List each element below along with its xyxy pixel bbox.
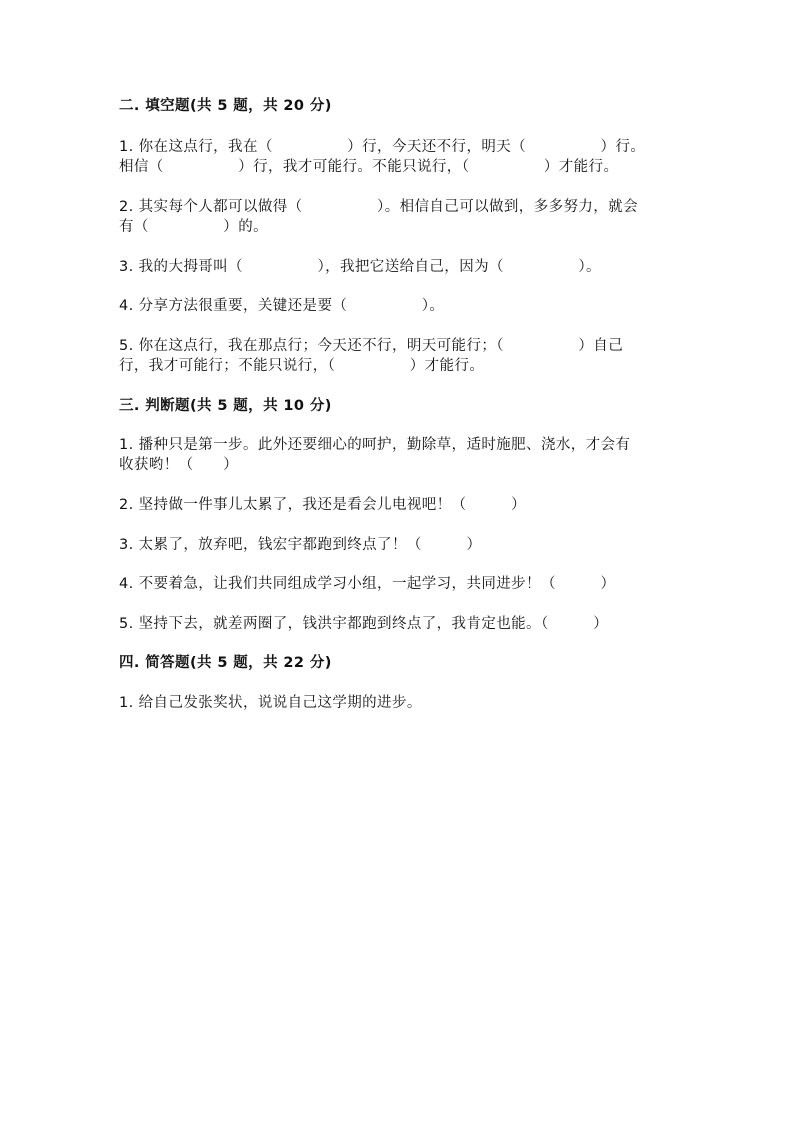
short-answer-question-1: 1. 给自己发张奖状，说说自己这学期的进步。 <box>119 695 422 711</box>
fill-in-question-1-line-1: 1. 你在这点行，我在（ ）行，今天还不行，明天（ ）行。 <box>119 139 646 155</box>
true-false-question-1-line-2: 收获哟！（ ） <box>119 457 239 473</box>
fill-in-question-5-line-1: 5. 你在这点行，我在那点行；今天还不行，明天可能行；（ ）自己 <box>119 338 624 354</box>
true-false-question-4: 4. 不要着急，让我们共同组成学习小组，一起学习，共同进步！（ ） <box>119 576 616 592</box>
section-heading-fill-in: 二. 填空题(共 5 题，共 20 分) <box>119 98 332 114</box>
fill-in-question-2-line-2: 有（ ）的。 <box>119 219 268 235</box>
true-false-question-1-line-1: 1. 播种只是第一步。此外还要细心的呵护，勤除草，适时施肥、浇水，才会有 <box>119 437 631 453</box>
fill-in-question-2-line-1: 2. 其实每个人都可以做得（ ）。相信自己可以做到，多多努力，就会 <box>119 199 638 215</box>
fill-in-question-1-line-2: 相信（ ）行，我才可能行。不能只说行，（ ）才能行。 <box>119 159 619 175</box>
section-heading-short-answer: 四. 简答题(共 5 题，共 22 分) <box>119 655 332 671</box>
fill-in-question-3: 3. 我的大拇哥叫（ ），我把它送给自己，因为（ ）。 <box>119 259 601 275</box>
fill-in-question-4: 4. 分享方法很重要，关键还是要（ ）。 <box>119 298 445 314</box>
true-false-question-2: 2. 坚持做一件事儿太累了，我还是看会儿电视吧！（ ） <box>119 497 527 513</box>
true-false-question-3: 3. 太累了，放弃吧，钱宏宇都跑到终点了！（ ） <box>119 537 482 553</box>
section-heading-true-false: 三. 判断题(共 5 题，共 10 分) <box>119 398 332 414</box>
fill-in-question-5-line-2: 行，我才可能行；不能只说行，（ ）才能行。 <box>119 358 485 374</box>
true-false-question-5: 5. 坚持下去，就差两圈了，钱洪宇都跑到终点了，我肯定也能。（ ） <box>119 616 609 632</box>
